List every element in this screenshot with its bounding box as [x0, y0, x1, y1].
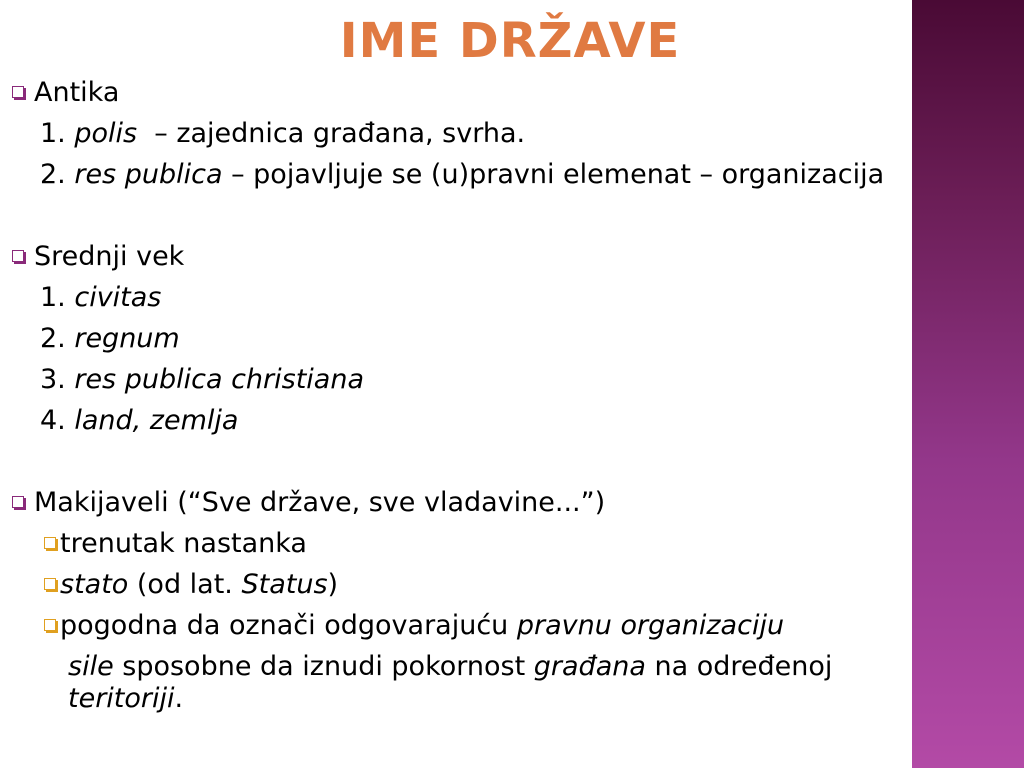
sub-bullet-continuation: sile sposobne da iznudi pokornost građana na određenoj — [68, 651, 833, 682]
sub-bullet-item: trenutak nastanka — [10, 523, 1020, 564]
bullet-antika — [10, 72, 1020, 113]
bullet-srednji-vek — [10, 236, 1020, 277]
sub-bullet-item: pogodna da označi odgovarajuću pravnu organizaciju — [10, 605, 1020, 646]
list-item: 3. res publica christiana — [40, 364, 364, 395]
bullet-text: Antika — [34, 77, 120, 108]
list-item: 4. land, zemlja — [40, 405, 239, 436]
square-bullet-icon — [12, 250, 24, 262]
list-item: 1. civitas — [40, 282, 162, 313]
square-bullet-icon — [44, 619, 56, 631]
bullet-text: Makijaveli (“Sve države, sve vladavine...”) — [34, 487, 606, 518]
list-item: 2. res publica – pojavljuje se (u)pravni elemenat – organizacija — [40, 159, 885, 190]
slide-content — [10, 72, 1020, 722]
square-bullet-icon — [12, 86, 24, 98]
slide-title: IME DRŽAVE — [339, 13, 681, 69]
list-item: 2. regnum — [40, 323, 180, 354]
square-bullet-icon — [44, 537, 56, 549]
bullet-makijaveli — [10, 482, 1020, 523]
sub-bullet-item: stato (od lat. Status) — [10, 564, 1020, 605]
bullet-text: Srednji vek — [34, 241, 185, 272]
list-item: 1. polis – zajednica građana, svrha. — [40, 118, 526, 149]
square-bullet-icon — [44, 578, 56, 590]
square-bullet-icon — [12, 496, 24, 508]
sub-bullet-continuation: teritoriji. — [68, 683, 184, 714]
